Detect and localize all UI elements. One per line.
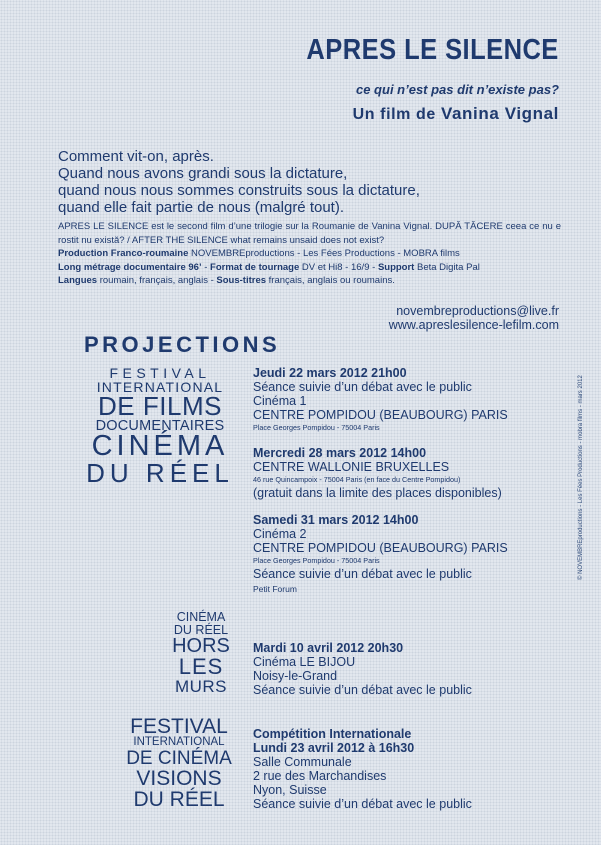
screening-address: Place Georges Pompidou - 75004 Paris (253, 423, 380, 432)
technical-info: Long métrage documentaire 96’ - Format de tournage DV et Hi8 - 16/9 - Support Beta Digita Pal (58, 261, 480, 273)
language-info: Langues roumain, français, anglais - Sous-titres français, anglais ou roumains. (58, 275, 395, 287)
screening-date: Jeudi 22 mars 2012 21h00 (253, 366, 407, 380)
intro-line: Comment vit-on, après. (58, 148, 214, 165)
visions-du-reel-logo (116, 716, 242, 810)
screening-line: Séance suivie d’un débat avec le public (253, 683, 472, 697)
logo-line: INTERNATIONAL (96, 379, 224, 395)
projections-heading: PROJECTIONS (84, 332, 281, 357)
logo-line: DE FILMS (98, 391, 222, 421)
film-subtitle: ce qui n’est pas dit n’existe pas? (355, 82, 559, 97)
support-value: Beta Digita Pal (417, 261, 480, 273)
contacts (389, 304, 559, 332)
hors-les-murs-logo (160, 611, 242, 695)
synopsis-block (58, 220, 561, 288)
subtitles-value: français, anglais ou roumains. (268, 275, 395, 287)
screening-venue: CENTRE WALLONIE BRUXELLES (253, 460, 450, 474)
cinema-du-reel-logo (78, 365, 242, 488)
synopsis-text: APRES LE SILENCE est le second film d’une trilogie sur la Roumanie de Vanina Vignal. DUPĂ TĂCERE ceea ce nu e rostit nu există? / AFTER THE SILENCE what remains unsaid does not exist? (58, 221, 561, 246)
film-credit (353, 104, 559, 124)
logo-line: DU RÉEL (133, 787, 225, 811)
subtitles-label: Sous-titres (216, 275, 267, 287)
production-info (58, 247, 561, 261)
screening-category: Compétition Internationale (253, 727, 412, 741)
screening-line: Cinéma 2 (253, 527, 307, 541)
logo-line: HORS (172, 635, 230, 657)
logo-line: FESTIVAL (109, 365, 211, 381)
screening-date: Mardi 10 avril 2012 20h30 (253, 641, 404, 655)
logo-line: MURS (174, 677, 228, 696)
screening-line: Séance suivie d’un débat avec le public (253, 380, 472, 394)
screening-venue: CENTRE POMPIDOU (BEAUBOURG) PARIS (253, 408, 508, 422)
format-value: DV et Hi8 - 16/9 (301, 261, 370, 273)
screening-entry (253, 727, 563, 811)
screening-line: Séance suivie d’un débat avec le public (253, 797, 472, 811)
screening-line: Nyon, Suisse (253, 783, 327, 797)
screening-venue: CENTRE POMPIDOU (BEAUBOURG) PARIS (253, 541, 508, 555)
screening-address: Place Georges Pompidou - 75004 Paris (253, 556, 380, 565)
screening-venue: Salle Communale (253, 755, 352, 769)
logo-line: INTERNATIONAL (133, 736, 225, 748)
screening-note: Petit Forum (253, 584, 297, 594)
logo-line: CINÉMA (176, 610, 226, 624)
screening-line: Noisy-le-Grand (253, 669, 338, 683)
screening-line: Séance suivie d’un débat avec le public (253, 567, 472, 581)
screening-entry (253, 513, 563, 597)
screening-date: Lundi 23 avril 2012 à 16h30 (253, 741, 415, 755)
credit-prefix: Un film de (352, 106, 436, 123)
screening-entry (253, 366, 563, 434)
languages-value: roumain, français, anglais (99, 275, 208, 287)
copyright-vertical: © NOVEMBREproductions - Les Fées Productions - mobra films - mars 2012 (578, 375, 584, 580)
logo-line: DU RÉEL (173, 622, 229, 637)
screening-line: 2 rue des Marchandises (253, 769, 387, 783)
format-label: Format de tournage (210, 261, 300, 273)
logo-line: DU RÉEL (86, 457, 234, 488)
intro-line: Quand nous avons grandi sous la dictature, (58, 165, 348, 182)
support-label: Support (377, 261, 415, 273)
film-title: APRES LE SILENCE (306, 34, 559, 66)
languages-label: Langues (58, 275, 98, 287)
intro-line: quand elle fait partie de nous (malgré tout). (58, 199, 345, 216)
email-link[interactable]: novembreproductions@live.fr (396, 304, 559, 318)
logo-line: LES (178, 654, 224, 679)
screening-entry (253, 446, 563, 500)
length-label: Long métrage documentaire 96’ (58, 261, 202, 273)
screening-venue: Cinéma LE BIJOU (253, 655, 356, 669)
logo-line: VISIONS (136, 766, 222, 790)
screening-line: Cinéma 1 (253, 394, 307, 408)
production-label: Production Franco-roumaine (58, 248, 189, 260)
intro-line: quand nous nous sommes construits sous la dictature, (58, 182, 420, 199)
logo-line: FESTIVAL (130, 715, 228, 738)
production-value: NOVEMBREproductions - Les Fées Productions - MOBRA films (191, 248, 460, 260)
logo-line: DOCUMENTAIRES (95, 417, 225, 434)
website-link[interactable]: www.apreslesilence-lefilm.com (388, 318, 559, 332)
intro-text (58, 148, 558, 216)
screening-line: (gratuit dans la limite des places disponibles) (253, 486, 502, 500)
logo-line: CINÉMA (91, 430, 229, 463)
director-name: Vanina Vignal (440, 104, 559, 123)
logo-line: DE CINÉMA (126, 747, 232, 769)
screening-date: Samedi 31 mars 2012 14h00 (253, 513, 419, 527)
screening-entry (253, 641, 563, 697)
screening-date: Mercredi 28 mars 2012 14h00 (253, 446, 427, 460)
screening-address: 46 rue Quincampoix - 75004 Paris (en face du Centre Pompidou) (253, 475, 461, 484)
